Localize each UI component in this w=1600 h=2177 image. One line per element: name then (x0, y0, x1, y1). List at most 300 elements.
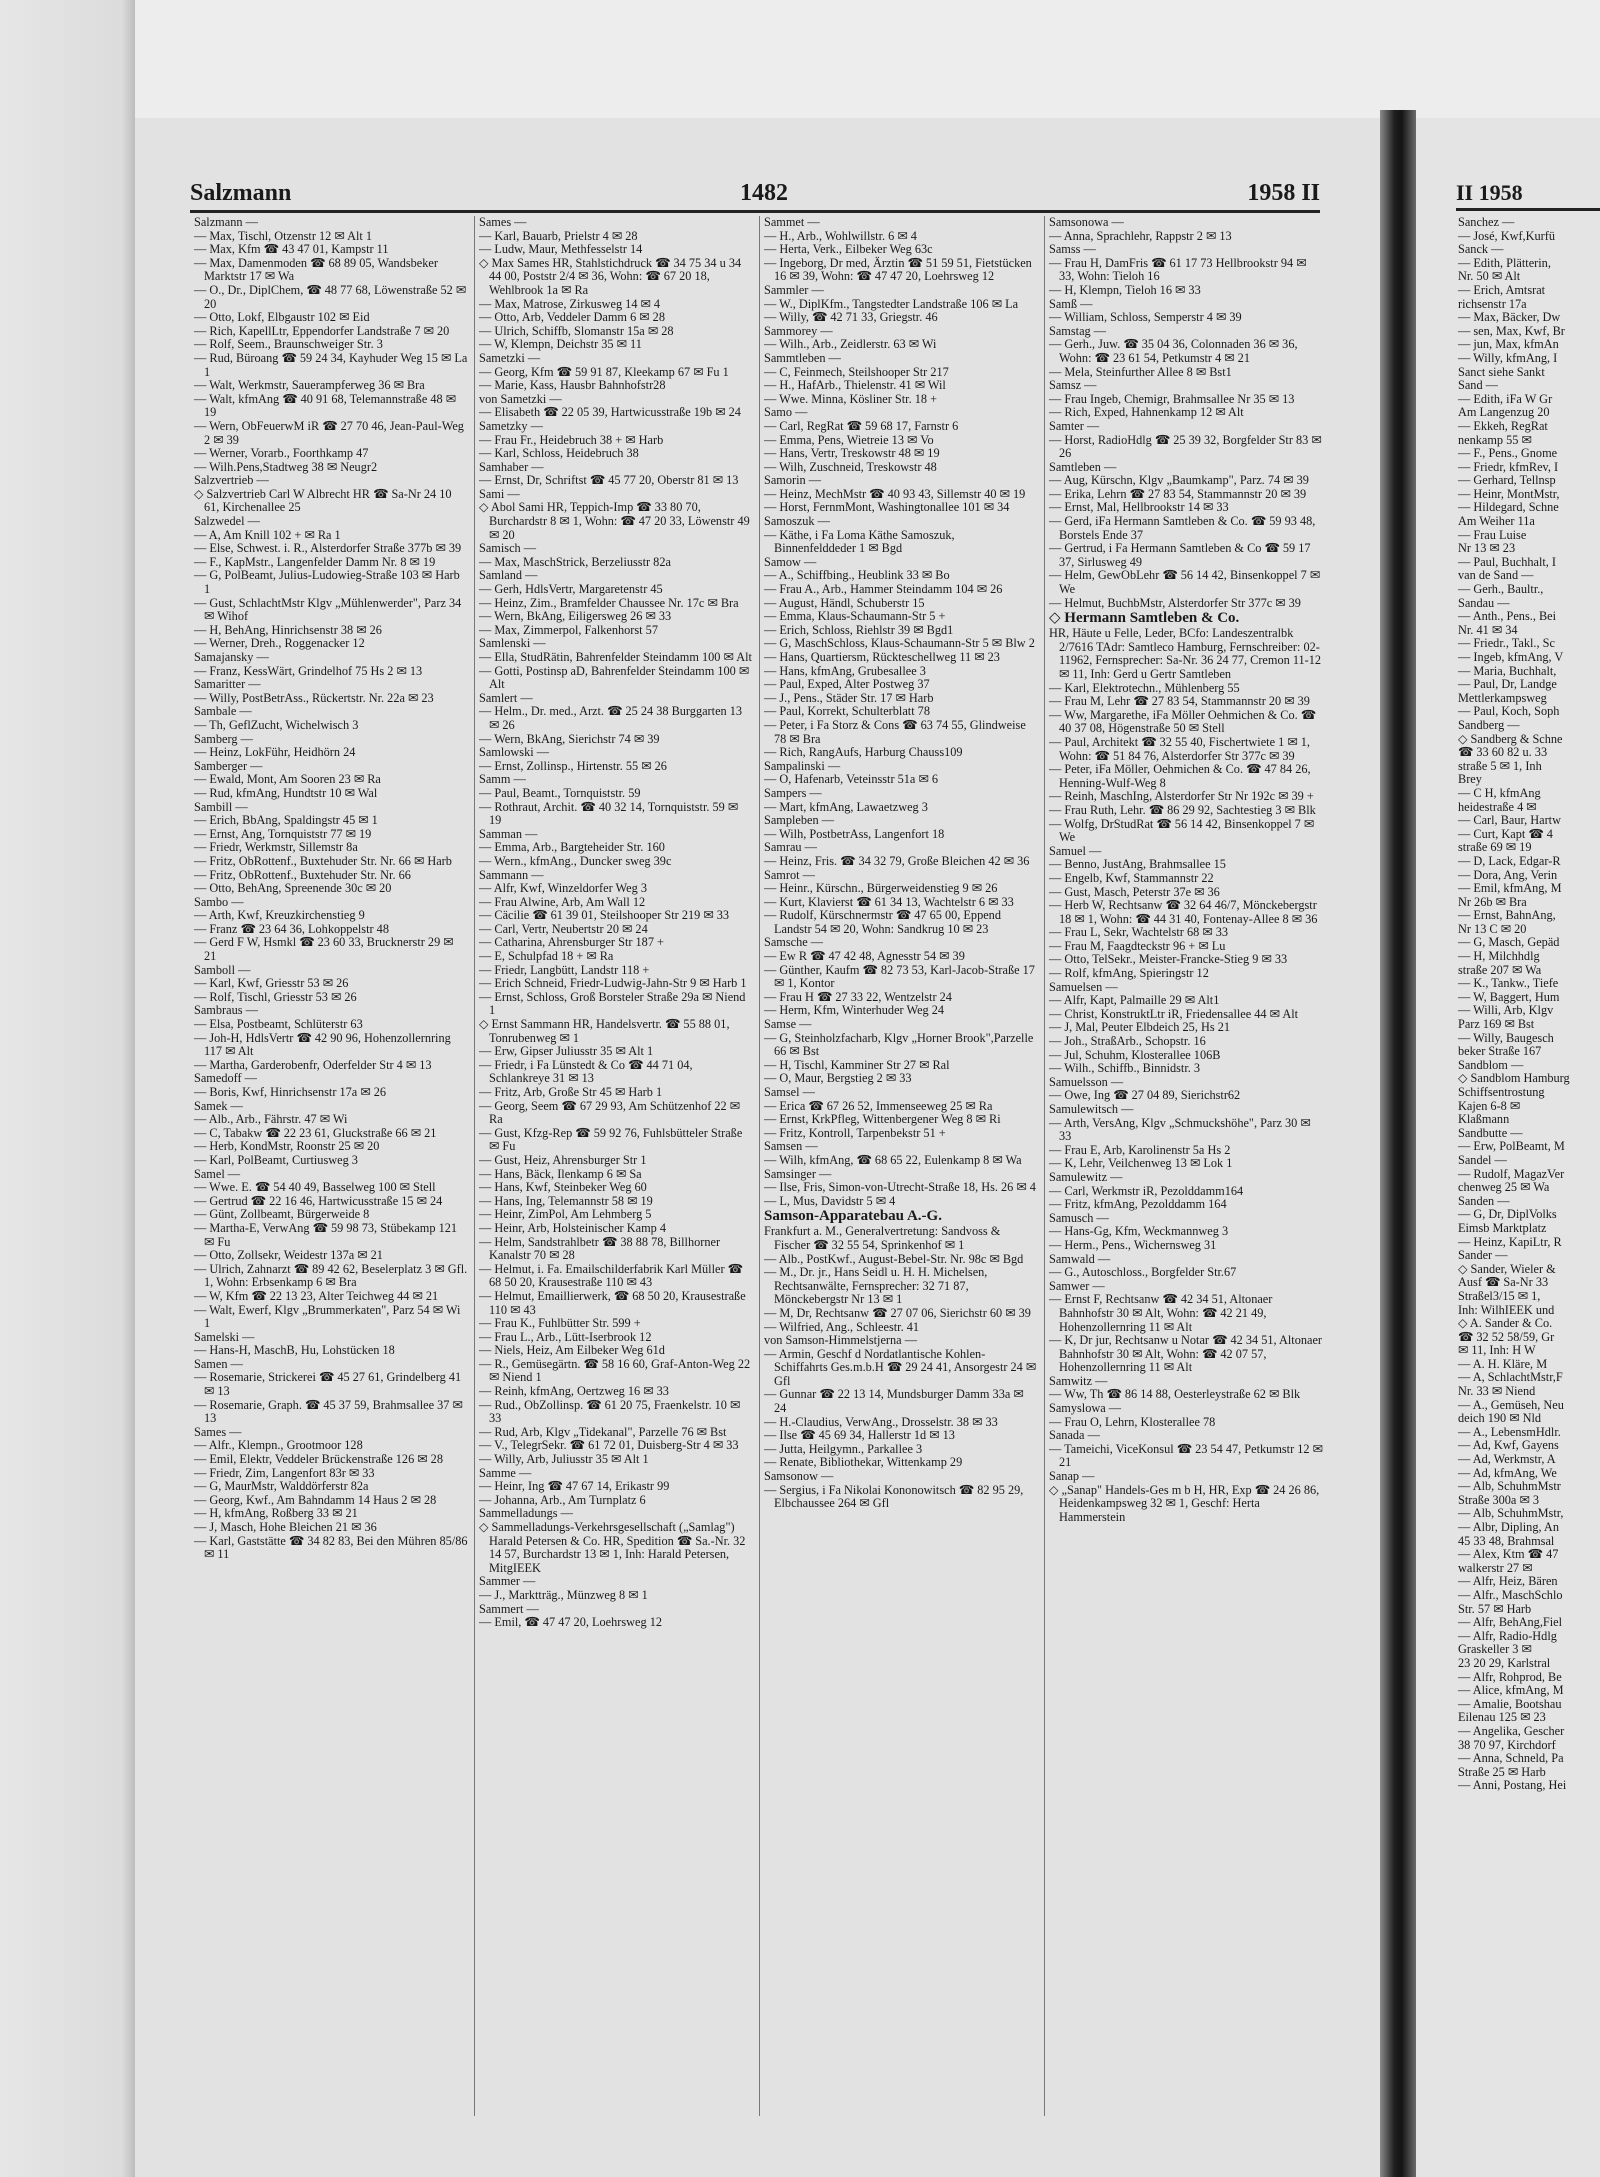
directory-entry: — Peter, iFa Möller, Oehmichen & Co. ☎ 47 84 26, Henning-Wulf-Weg 8 (1049, 762, 1311, 790)
next-page-entry: Nr. 50 ✉ Alt (1458, 269, 1521, 284)
directory-entry: — Anna, Sprachlehr, Rappstr 2 ✉ 13 (1049, 228, 1232, 243)
directory-entry: — Hans, Ing, Telemannstr 58 ✉ 19 (479, 1193, 653, 1208)
directory-entry: — M, Dr, Rechtsanw ☎ 27 07 06, Sierichstr 60 ✉ 39 (764, 1305, 1031, 1320)
directory-entry: — W, Kfm ☎ 22 13 23, Alter Teichweg 44 ✉ 21 (194, 1288, 439, 1303)
next-page-entry: — Ernst, BahnAng, (1458, 908, 1556, 923)
directory-entry: — G, PolBeamt, Julius-Ludowieg-Straße 103 ✉ Harb 1 (194, 568, 460, 597)
directory-entry: — Wern, BkAng, Sierichstr 74 ✉ 39 (479, 731, 660, 746)
directory-entry: — Owe, Ing ☎ 27 04 89, Sierichstr62 (1049, 1088, 1241, 1103)
directory-entry: — Werner, Vorarb., Foorthkamp 47 (194, 446, 369, 461)
directory-entry: — William, Schloss, Semperstr 4 ✉ 39 (1049, 310, 1242, 325)
directory-entry: — Karl, Gaststätte ☎ 34 82 83, Bei den Mühren 85/86 ✉ 11 (194, 1533, 468, 1562)
directory-entry: Salzwedel — (194, 514, 260, 529)
directory-entry: — G., Autoschloss., Borgfelder Str.67 (1049, 1265, 1237, 1280)
directory-entry: — Heinr., Kürschn., Bürgerweidenstieg 9 ✉ 26 (764, 881, 998, 896)
directory-entry: — Carl, Vertr, Neubertstr 20 ✉ 24 (479, 921, 648, 936)
directory-entry: Sambill — (194, 799, 248, 814)
directory-entry: — Frau Fr., Heidebruch 38 + ✉ Harb (479, 432, 664, 447)
directory-entry: — Frau L., Arb., Lütt-Iserbrook 12 (479, 1329, 652, 1344)
next-page-entry: — Hildegard, Schne (1458, 500, 1559, 515)
column-1 (190, 216, 475, 2116)
directory-entry: — Renate, Bibliothekar, Wittenkamp 29 (764, 1455, 963, 1470)
directory-entry: — Ernst, Schloss, Groß Borsteler Straße 29a ✉ Niend 1 (479, 989, 746, 1018)
directory-entry: — Hans-Gg, Kfm, Weckmannweg 3 (1049, 1224, 1229, 1239)
directory-entry: — Wilfried, Ang., Schleestr. 41 (764, 1319, 920, 1334)
directory-entry: — Horst, RadioHdlg ☎ 25 39 32, Borgfelder Str 83 ✉ 26 (1049, 432, 1322, 461)
next-page-entry: Sandel — (1458, 1152, 1507, 1167)
book-gutter (1380, 110, 1416, 2177)
next-page-entry: — A., LebensmHdlr. (1458, 1424, 1561, 1439)
directory-entry: — Jutta, Heilgymn., Parkallee 3 (764, 1441, 923, 1456)
next-page-entry: — Ad, Werkmstr, A (1458, 1452, 1556, 1467)
directory-entry: — Alb., Arb., Fährstr. 47 ✉ Wi (194, 1112, 348, 1127)
directory-entry: — Hans, Vertr, Treskowstr 48 ✉ 19 (764, 446, 940, 461)
next-page-entry: ◇ A. Sander & Co. (1458, 1316, 1553, 1331)
next-page-entry: — Anth., Pens., Bei (1458, 609, 1557, 624)
directory-entry: — Paul, Architekt ☎ 32 55 40, Fischertwiete 1 ✉ 1, Wohn: ☎ 51 84 76, Alsterdorfer Str 377c ✉ 39 (1049, 734, 1310, 763)
directory-entry: — Wilh.Pens,Stadtweg 38 ✉ Neugr2 (194, 459, 378, 474)
next-page-entry: — Dora, Ang, Verin (1458, 867, 1558, 882)
directory-entry: — Wern, ObFeuerwM iR ☎ 27 70 46, Jean-Paul-Weg 2 ✉ 39 (194, 418, 464, 447)
next-page-entry: 38 70 97, Kirchdorf (1458, 1737, 1556, 1752)
directory-entry: — Niels, Heiz, Am Eilbeker Weg 61d (479, 1343, 665, 1358)
directory-entry: — Werner, Dreh., Roggenacker 12 (194, 636, 365, 651)
directory-entry: Sampers — (764, 785, 822, 800)
next-page-entry: — Angelika, Gescher (1458, 1723, 1565, 1738)
directory-entry: — Else, Schwest. i. R., Alsterdorfer Straße 377b ✉ 39 (194, 541, 462, 556)
next-page-entry: — Gerhard, Tellnsp (1458, 473, 1556, 488)
directory-entry: — Heinr, Ing ☎ 47 67 14, Erikastr 99 (479, 1479, 670, 1494)
directory-entry: — Günther, Kaufm ☎ 82 73 53, Karl-Jacob-Straße 17 ✉ 1, Kontor (764, 962, 1035, 991)
directory-entry: — Fritz, kfmAng, Pezolddamm 164 (1049, 1197, 1227, 1212)
next-page-entry: — Alfr, Heiz, Bären (1458, 1574, 1558, 1589)
directory-entry: — Catharina, Ahrensburger Str 187 + (479, 935, 664, 950)
directory-entry: — Carl, Werkmstr iR, Pezolddamm164 (1049, 1183, 1244, 1198)
directory-entry: — Jul, Schuhm, Klosterallee 106B (1049, 1047, 1221, 1062)
directory-entry: — Walt, Ewerf, Klgv „Brummerkaten", Parz 54 ✉ Wi 1 (194, 1302, 461, 1331)
directory-entry: — Tameichi, ViceKonsul ☎ 23 54 47, Petkumstr 12 ✉ 21 (1049, 1441, 1323, 1470)
directory-entry: Samson-Apparatebau A.-G. (764, 1208, 942, 1225)
directory-entry: — Herta, Verk., Eilbeker Weg 63c (764, 242, 933, 257)
next-page-entry: — Heinz, KapiLtr, R (1458, 1234, 1562, 1249)
next-page-entry: — Ingeb, kfmAng, V (1458, 650, 1564, 664)
directory-entry: — Aug, Kürschn, Klgv „Baumkamp", Parz. 74 ✉ 39 (1049, 473, 1309, 488)
next-page-entry: — Albr, Dipling, An (1458, 1520, 1559, 1534)
next-page-entry: Parz 169 ✉ Bst (1458, 1017, 1535, 1032)
directory-entry: Samulewitz — (1049, 1169, 1123, 1184)
directory-entry: — Joh., StraßArb., Schopstr. 16 (1049, 1034, 1206, 1049)
directory-entry: — Erw, Gipser Juliusstr 35 ✉ Alt 1 (479, 1044, 654, 1059)
directory-entry: — Frau K., Fuhlbütter Str. 599 + (479, 1316, 641, 1331)
next-page-entry: straße 5 ✉ 1, Inh (1458, 758, 1542, 773)
next-page-entry: Am Langenzug 20 (1458, 405, 1550, 420)
directory-entry: ◇ Sammelladungs-Verkehrsgesellschaft („Samlag") Harald Petersen & Co. HR, Spedition ☎ Sa.-Nr. 32 14 57, Burchardstr 13 ✉ 1, Inh: Harald Petersen, MitgIEEK (479, 1520, 746, 1575)
next-page-entry: Sandau — (1458, 595, 1510, 610)
directory-entry: — Ilse ☎ 45 69 34, Hallerstr 1d ✉ 13 (764, 1428, 955, 1443)
directory-entry: — Ernst, Ang, Tornquiststr 77 ✉ 19 (194, 826, 372, 841)
directory-entry: ◇ Hermann Samtleben & Co. (1049, 610, 1240, 627)
directory-entry: — Alfr, Kwf, Winzeldorfer Weg 3 (479, 881, 647, 896)
directory-entry: — Erich, BbAng, Spaldingstr 45 ✉ 1 (194, 813, 378, 828)
directory-entry: — Th, GeflZucht, Wichelwisch 3 (194, 717, 359, 732)
next-page-entry: — Amalie, Bootshau (1458, 1696, 1562, 1711)
directory-entry: Samoszuk — (764, 514, 830, 529)
next-page-entry: walkerstr 27 ✉ (1458, 1560, 1533, 1575)
directory-entry: — J., Pens., Städer Str. 17 ✉ Harb (764, 690, 934, 705)
directory-entry: — F., KapMstr., Langenfelder Damm Nr. 8 ✉ 19 (194, 554, 436, 569)
directory-entry: — Erica ☎ 67 26 52, Immenseeweg 25 ✉ Ra (764, 1098, 993, 1113)
directory-entry: — Marie, Kass, Hausbr Bahnhofstr28 (479, 378, 666, 393)
next-page-entry: ◇ Sander, Wieler & (1458, 1261, 1556, 1276)
next-page-column (1458, 216, 1600, 1793)
directory-entry: Samsonow — (764, 1469, 834, 1484)
directory-entry: Sammler — (764, 282, 824, 297)
directory-entry: — Ella, StudRätin, Bahrenfelder Steindamm 100 ✉ Alt (479, 650, 752, 664)
next-page-entry: — A, SchlachtMstr,F (1458, 1370, 1563, 1385)
directory-entry: — Fritz, ObRottenf., Buxtehuder Str. Nr. 66 (194, 867, 411, 882)
next-page-entry: — Anni, Postang, Hei (1458, 1778, 1567, 1793)
directory-entry: Samstag — (1049, 323, 1107, 338)
next-page-entry: Sandbutte — (1458, 1125, 1523, 1140)
directory-entry: — G, MaschSchloss, Klaus-Schaumann-Str 5 ✉ Blw 2 (764, 636, 1035, 651)
directory-entry: Samaritter — (194, 677, 261, 692)
directory-entry: Samwer — (1049, 1278, 1105, 1293)
directory-entry: — Heinz, MechMstr ☎ 40 93 43, Sillemstr 40 ✉ 19 (764, 486, 1026, 501)
directory-entry: — Paul, Korrekt, Schulterblatt 78 (764, 704, 930, 719)
directory-entry: — Ernst, Zollinsp., Hirtenstr. 55 ✉ 26 (479, 758, 667, 773)
directory-entry: — Frau L, Sekr, Wachtelstr 68 ✉ 33 (1049, 925, 1229, 940)
next-page-entry: Schiffsentrostung (1458, 1085, 1545, 1099)
directory-entry: Sammet — (764, 216, 820, 229)
directory-entry: Samhaber — (479, 459, 544, 474)
next-page-entry: straße 69 ✉ 19 (1458, 840, 1532, 855)
directory-entry: — Horst, FernmMont, Washingtonallee 101 ✉ 34 (764, 500, 1010, 515)
directory-entry: Sammorey — (764, 323, 833, 338)
next-page-entry: — Anna, Schneld, Pa (1458, 1751, 1564, 1766)
next-page-entry: Sander — (1458, 1248, 1508, 1263)
next-page-entry: Nr. 33 ✉ Niend (1458, 1384, 1536, 1399)
next-page-entry: Brey (1458, 772, 1482, 787)
directory-entry: — Willy, PostBetrAss., Rückertstr. Nr. 22a ✉ 23 (194, 690, 434, 705)
directory-entry: — Ludw, Maur, Methfesselstr 14 (479, 242, 643, 257)
directory-entry: — H., Arb., Wohlwillstr. 6 ✉ 4 (764, 228, 917, 243)
directory-entry: — Heinz, Fris. ☎ 34 32 79, Große Bleichen 42 ✉ 36 (764, 853, 1030, 868)
directory-entry: — Frau E, Arb, Karolinenstr 5a Hs 2 (1049, 1142, 1231, 1157)
directory-entry: Samtleben — (1049, 459, 1117, 474)
next-page-entry: ☎ 33 60 82 u. 33 (1458, 745, 1548, 760)
directory-entry: — Friedr, i Fa Lünstedt & Co ☎ 44 71 04, Schlankreye 31 ✉ 13 (479, 1057, 693, 1086)
next-page-entry: richsenstr 17a (1458, 296, 1527, 311)
directory-entry: Sanap — (1049, 1469, 1095, 1484)
directory-entry: — Herm., Pens., Wichernsweg 31 (1049, 1237, 1217, 1252)
directory-entry: — Frau H, DamFris ☎ 61 17 73 Hellbrookstr 94 ✉ 33, Wohn: Tieloh 16 (1049, 255, 1307, 284)
directory-entry: — Walt, Werkmstr, Sauerampferweg 36 ✉ Bra (194, 378, 425, 393)
directory-entry: — Gust, Heiz, Ahrensburger Str 1 (479, 1152, 647, 1167)
directory-entry: Samedoff — (194, 1071, 257, 1086)
directory-entry: — Friedr, Langbütt, Landstr 118 + (479, 962, 650, 977)
next-page-entry: — Gerh., Baultr., (1458, 582, 1544, 597)
next-page-entry: Eilenau 125 ✉ 23 (1458, 1710, 1546, 1725)
directory-entry: Samsen — (764, 1139, 818, 1154)
directory-entry: Frankfurt a. M., Generalvertretung: Sandvoss & Fischer ☎ 32 55 54, Sprinkenhof ✉ 1 (764, 1224, 1001, 1252)
directory-entry: — Helmut, i. Fa. Emailschilderfabrik Karl Müller ☎ 68 50 20, Krausestraße 110 ✉ 43 (479, 1261, 743, 1290)
next-page-entry: Eimsb Marktplatz (1458, 1220, 1547, 1235)
next-page-entry: — A. H. Kläre, M (1458, 1356, 1548, 1371)
directory-entry: — Paul, Exped, Alter Postweg 37 (764, 677, 930, 692)
next-page-entry: — Rudolf, MagazVer (1458, 1166, 1565, 1181)
directory-entry: — Rolf, Tischl, Griesstr 53 ✉ 26 (194, 989, 357, 1004)
directory-entry: — Emil, Elektr, Veddeler Brückenstraße 126 ✉ 28 (194, 1452, 443, 1467)
directory-entry: Samme — (479, 1465, 532, 1480)
directory-entry: Samsinger — (764, 1166, 832, 1181)
directory-entry: — H.-Claudius, VerwAng., Drosselstr. 38 ✉ 33 (764, 1414, 998, 1429)
next-page-entry: chenweg 25 ✉ Wa (1458, 1180, 1550, 1195)
next-page-entry: — Alb, SchuhmMstr, (1458, 1506, 1564, 1521)
directory-entry: — Frau H ☎ 27 33 22, Wentzelstr 24 (764, 989, 952, 1004)
directory-entry: — Emil, ☎ 47 47 20, Loehrsweg 12 (479, 1615, 663, 1630)
next-page-entry: — sen, Max, Kwf, Br (1458, 323, 1565, 338)
directory-entry: — V., TelegrSekr. ☎ 61 72 01, Duisberg-Str 4 ✉ 33 (479, 1438, 739, 1453)
next-page-entry: — Friedr, kfmRev, I (1458, 459, 1559, 474)
directory-entry: — Arth, Kwf, Kreuzkirchenstieg 9 (194, 908, 365, 923)
directory-entry: Salzvertrieb — (194, 473, 269, 488)
directory-entry: Sanada — (1049, 1428, 1100, 1443)
next-page-entry: — Alfr., MaschSchlo (1458, 1587, 1563, 1602)
directory-entry: — Alfr., Klempn., Grootmoor 128 (194, 1438, 363, 1453)
directory-entry: — Cäcilie ☎ 61 39 01, Steilshooper Str 219 ✉ 33 (479, 908, 730, 923)
directory-entry: — Herb, KondMstr, Roonstr 25 ✉ 20 (194, 1139, 380, 1154)
next-page-entry: — José, Kwf,Kurfü (1458, 228, 1555, 243)
directory-entry: — Elsa, Postbeamt, Schlüterstr 63 (194, 1017, 363, 1032)
directory-entry: — August, Händl, Schuberstr 15 (764, 595, 925, 610)
directory-entry: ◇ Max Sames HR, Stahlstichdruck ☎ 34 75 34 u 34 44 00, Poststr 2/4 ✉ 36, Wohn: ☎ 67 20 18, Wehlbrook 1a ✉ Ra (479, 255, 742, 297)
directory-entry: Samel — (194, 1166, 241, 1181)
directory-columns (190, 216, 1330, 2116)
next-page-entry: — D, Lack, Edgar-R (1458, 853, 1561, 868)
next-page-entry: — Friedr., Takl., Sc (1458, 636, 1555, 651)
directory-entry: — Rothraut, Archit. ☎ 40 32 14, Tornquiststr. 59 ✉ 19 (479, 799, 739, 828)
directory-entry: — Rosemarie, Graph. ☎ 45 37 59, Brahmsallee 37 ✉ 13 (194, 1397, 463, 1426)
directory-entry: Samen — (194, 1356, 243, 1371)
directory-entry: — O, Maur, Bergstieg 2 ✉ 33 (764, 1071, 912, 1086)
next-page-entry: Inh: WilhIEEK und (1458, 1302, 1555, 1317)
next-page-entry: — Paul, Buchhalt, I (1458, 554, 1557, 569)
next-page-entry: — Edith, Plätterin, (1458, 255, 1551, 270)
directory-entry: — Heinz, LokFühr, Heidhörn 24 (194, 745, 356, 760)
directory-entry: — Wilh, PostbetrAss, Langenfort 18 (764, 826, 945, 841)
directory-entry: Sammtleben — (764, 350, 841, 365)
directory-entry: — Gotti, Postinsp aD, Bahrenfelder Steindamm 100 ✉ Alt (479, 663, 750, 692)
directory-entry: Salzmann — (194, 216, 258, 229)
directory-entry: — Helm, GewObLehr ☎ 56 14 42, Binsenkoppel 7 ✉ We (1049, 568, 1321, 597)
directory-entry: Samo — (764, 405, 808, 420)
directory-entry: — Reinh, kfmAng, Oertzweg 16 ✉ 33 (479, 1384, 669, 1399)
directory-entry: — Heinr, Arb, Holsteinischer Kamp 4 (479, 1220, 666, 1235)
directory-entry: — Benno, JustAng, Brahmsallee 15 (1049, 857, 1226, 872)
next-page-entry: 23 20 29, Karlstral (1458, 1655, 1551, 1670)
directory-entry: — Friedr, Zim, Langenfort 83r ✉ 33 (194, 1465, 375, 1480)
directory-entry: — Heinz, Zim., Bramfelder Chaussee Nr. 17c ✉ Bra (479, 595, 739, 610)
directory-entry: — Willy, ☎ 42 71 33, Griegstr. 46 (764, 310, 938, 325)
directory-entry: — Ingeborg, Dr med, Ärztin ☎ 51 59 51, Fietstücken 16 ✉ 39, Wohn: ☎ 47 47 20, Loehrsweg 12 (764, 255, 1032, 284)
directory-entry: Samsel — (764, 1085, 815, 1099)
directory-entry: — Karl, PolBeamt, Curtiusweg 3 (194, 1152, 358, 1167)
directory-entry: Sambale — (194, 704, 252, 719)
directory-entry: — Mela, Steinfurther Allee 8 ✉ Bst1 (1049, 364, 1232, 379)
directory-entry: — Hans, Bäck, Ilenkamp 6 ✉ Sa (479, 1166, 642, 1181)
directory-entry: — Otto, Zollsekr, Weidestr 137a ✉ 21 (194, 1248, 383, 1263)
directory-entry: — Ewald, Mont, Am Sooren 23 ✉ Ra (194, 772, 381, 787)
directory-entry: — Ernst F, Rechtsanw ☎ 42 34 51, Altonaer Bahnhofstr 30 ✉ Alt, Wohn: ☎ 42 21 49, Hohenzollernring 11 ✉ Alt (1049, 1292, 1273, 1334)
directory-entry: Samß — (1049, 296, 1093, 311)
directory-entry: — A, Am Knill 102 + ✉ Ra 1 (194, 527, 341, 542)
next-page-entry: — Ad, kfmAng, We (1458, 1465, 1557, 1480)
directory-entry: — Erich, Schloss, Riehlstr 39 ✉ Bgd1 (764, 622, 954, 637)
directory-entry: — H, BehAng, Hinrichsenstr 38 ✉ 26 (194, 622, 382, 637)
column-3 (760, 216, 1045, 2116)
directory-entry: — Frau M, Faagdteckstr 96 + ✉ Lu (1049, 938, 1226, 953)
directory-entry: — Franz ☎ 23 64 36, Lohkoppelstr 48 (194, 921, 389, 936)
directory-entry: von Sametzki — (479, 391, 562, 406)
directory-entry: — Ww, Margarethe, iFa Möller Oehmichen & Co. ☎ 40 37 08, Högenstraße 50 ✉ Stell (1049, 707, 1317, 736)
next-page-entry: heidestraße 4 ✉ (1458, 799, 1537, 814)
directory-entry: Sames — (479, 216, 527, 229)
next-page-entry: — Paul, Koch, Soph (1458, 704, 1560, 719)
directory-entry: Samwald — (1049, 1251, 1111, 1266)
directory-entry: — Rich, Exped, Hahnenkamp 12 ✉ Alt (1049, 405, 1244, 420)
directory-entry: — Hans-H, MaschB, Hu, Lohstücken 18 (194, 1343, 395, 1358)
directory-entry: — Rud, Arb, Klgv „Tidekanal", Parzelle 76 ✉ Bst (479, 1424, 727, 1439)
next-page-entry: Sandberg — (1458, 717, 1520, 732)
directory-entry: Samsonowa — (1049, 216, 1124, 229)
directory-entry: — Frau Ruth, Lehr. ☎ 86 29 92, Sachtestieg 3 ✉ Blk (1049, 802, 1316, 817)
directory-entry: — Johanna, Arb., Am Turnplatz 6 (479, 1492, 646, 1507)
next-page-entry: — Alfr, Radio-Hdlg (1458, 1628, 1557, 1643)
directory-entry: — Wilh., Schiffb., Binnidstr. 3 (1049, 1061, 1201, 1076)
directory-entry: Samlert — (479, 690, 533, 705)
directory-entry: — Rosemarie, Strickerei ☎ 45 27 61, Grindelberg 41 ✉ 13 (194, 1370, 462, 1399)
next-page-entry: — Alex, Ktm ☎ 47 (1458, 1547, 1559, 1562)
next-page-entry: — Max, Bäcker, Dw (1458, 310, 1561, 325)
directory-entry: — Joh-H, HdlsVertr ☎ 42 90 96, Hohenzollernring 117 ✉ Alt (194, 1030, 451, 1059)
directory-entry: — A., Schiffbing., Heublink 33 ✉ Bo (764, 568, 950, 583)
directory-entry: Samajansky — (194, 650, 269, 664)
directory-entry: — Rolf, Seem., Braunschweiger Str. 3 (194, 337, 383, 352)
directory-entry: Samulewitsch — (1049, 1102, 1134, 1116)
directory-entry: — Gertrud ☎ 22 16 46, Hartwicusstraße 15 ✉ 24 (194, 1193, 443, 1208)
directory-entry: — Wwe. E. ☎ 54 40 49, Basselweg 100 ✉ Stell (194, 1180, 436, 1195)
directory-entry: von Samson-Himmelstjerna — (764, 1333, 918, 1348)
directory-entry: — Otto, BehAng, Spreenende 30c ✉ 20 (194, 881, 392, 896)
directory-entry: — Max, Damenmoden ☎ 68 89 05, Wandsbeker Marktstr 17 ✉ Wa (194, 255, 438, 284)
directory-entry: — G, Steinholzfacharb, Klgv „Horner Brook",Parzelle 66 ✉ Bst (764, 1030, 1034, 1059)
directory-entry: — Erich Schneid, Friedr-Ludwig-Jahn-Str 9 ✉ Harb 1 (479, 976, 747, 991)
directory-entry: — H, Tischl, Kamminer Str 27 ✉ Ral (764, 1057, 950, 1072)
directory-entry: — L, Mus, Davidstr 5 ✉ 4 (764, 1193, 896, 1208)
header-year: 1958 II (1247, 180, 1320, 206)
directory-entry: — W, Klempn, Deichstr 35 ✉ 11 (479, 337, 642, 352)
directory-entry: — Wolfg, DrStudRat ☎ 56 14 42, Binsenkoppel 7 ✉ We (1049, 816, 1315, 845)
directory-entry: — Rich, KapellLtr, Eppendorfer Landstraße 7 ✉ 20 (194, 323, 450, 338)
directory-entry: — Wilh, Zuschneid, Treskowstr 48 (764, 459, 937, 474)
directory-entry: — Karl, Schloss, Heidebruch 38 (479, 446, 639, 461)
directory-entry: — H, Klempn, Tieloh 16 ✉ 33 (1049, 282, 1201, 297)
directory-entry: — Martha-E, VerwAng ☎ 59 98 73, Stübekamp 121 ✉ Fu (194, 1220, 458, 1249)
directory-entry: — W., DiplKfm., Tangstedter Landstraße 106 ✉ La (764, 296, 1019, 311)
directory-entry: Sametzky — (479, 418, 543, 433)
next-page-entry: — Ad, Kwf, Gayens (1458, 1438, 1559, 1453)
directory-entry: — Frau M, Lehr ☎ 27 83 54, Stammannstr 20 ✉ 39 (1049, 694, 1310, 709)
directory-entry: — Otto, Lokf, Elbgaustr 102 ✉ Eid (194, 310, 370, 325)
directory-entry: Samter — (1049, 418, 1100, 433)
header-name: Salzmann (190, 180, 292, 206)
next-page-entry: — Ekkeh, RegRat (1458, 418, 1548, 433)
directory-entry: — Kurt, Klavierst ☎ 61 34 13, Wachtelstr 6 ✉ 33 (764, 894, 1014, 909)
directory-entry: — Max, Tischl, Otzenstr 12 ✉ Alt 1 (194, 228, 373, 243)
next-page-entry: — Alb, SchuhmMstr (1458, 1479, 1561, 1494)
next-page-entry: Sanct siehe Sankt (1458, 364, 1545, 379)
directory-entry: — Otto, Arb, Veddeler Damm 6 ✉ 28 (479, 310, 665, 325)
next-page-entry: Mettlerkampsweg (1458, 690, 1547, 705)
next-page-entry: — Curt, Kapt ☎ 4 (1458, 826, 1553, 841)
next-page-entry: — Alice, kfmAng, M (1458, 1683, 1564, 1698)
directory-entry: — Arth, VersAng, Klgv „Schmuckshöhe", Parz 30 ✉ 33 (1049, 1115, 1311, 1144)
directory-entry: — Hans, kfmAng, Grubesallee 3 (764, 663, 926, 678)
directory-entry: ◇ Ernst Sammann HR, Handelsvertr. ☎ 55 88 01, Tonrubenweg ✉ 1 (479, 1017, 730, 1045)
next-page-entry: Str. 57 ✉ Harb (1458, 1601, 1532, 1616)
directory-entry: Samelski — (194, 1329, 255, 1344)
scan-margin (0, 0, 135, 2177)
next-page-entry: — H, Milchhdlg (1458, 949, 1540, 964)
directory-entry: — Friedr, Werkmstr, Sillemstr 8a (194, 840, 358, 855)
directory-entry: — C, Feinmech, Steilshooper Str 217 (764, 364, 949, 379)
directory-entry: — Heinr, ZimPol, Am Lehmberg 5 (479, 1207, 652, 1222)
next-page-entry: — Edith, iFa W Gr (1458, 391, 1553, 406)
directory-entry: — Paul, Beamt., Tornquiststr. 59 (479, 785, 641, 800)
directory-entry: Samland — (479, 568, 538, 583)
directory-entry: — Hans, Quartiersm, Rückteschellweg 11 ✉ 23 (764, 650, 1000, 664)
directory-entry: — Ernst, Mal, Hellbrookstr 14 ✉ 33 (1049, 500, 1229, 515)
directory-entry: Samm — (479, 772, 526, 787)
directory-entry: — Peter, i Fa Storz & Cons ☎ 63 74 55, Glindweise 78 ✉ Bra (764, 717, 1026, 746)
directory-entry: — J, Mal, Peuter Elbdeich 25, Hs 21 (1049, 1020, 1231, 1035)
directory-entry: — Ulrich, Zahnarzt ☎ 89 42 62, Beselerplatz 3 ✉ Gfl. 1, Wohn: Erbsenkamp 6 ✉ Bra (194, 1261, 468, 1290)
directory-entry: Samse — (764, 1017, 812, 1032)
directory-entry: — C, Tabakw ☎ 22 23 61, Gluckstraße 66 ✉ 21 (194, 1125, 437, 1140)
next-page-entry: Kajen 6-8 ✉ (1458, 1098, 1521, 1113)
page-number: 1482 (740, 180, 788, 206)
directory-entry: Samorin — (764, 473, 822, 488)
directory-entry: — Ilse, Fris, Simon-von-Utrecht-Straße 18, Hs. 26 ✉ 4 (764, 1180, 1036, 1195)
directory-entry: — Emma, Pens, Wietreie 13 ✉ Vo (764, 432, 934, 447)
next-page-entry: Nr 13 C ✉ 20 (1458, 921, 1527, 936)
directory-entry: — J, Masch, Hohe Bleichen 21 ✉ 36 (194, 1520, 377, 1534)
next-page-entry: — Emil, kfmAng, M (1458, 881, 1562, 896)
directory-entry: — Rud, kfmAng, Hundtstr 10 ✉ Wal (194, 785, 378, 800)
next-page-entry: Straßel3/15 ✉ 1, (1458, 1288, 1541, 1303)
directory-entry: Samisch — (479, 541, 537, 556)
directory-entry: — Max, Kfm ☎ 43 47 01, Kampstr 11 (194, 242, 389, 257)
directory-entry: Samow — (764, 554, 817, 569)
directory-entry: — Gust, Kfzg-Rep ☎ 59 92 76, Fuhlsbütteler Straße ✉ Fu (479, 1125, 743, 1154)
directory-entry: — Ernst, Dr, Schriftst ☎ 45 77 20, Oberstr 81 ✉ 13 (479, 473, 739, 488)
directory-entry: — Walt, kfmAng ☎ 40 91 68, Telemannstraße 48 ✉ 19 (194, 391, 457, 420)
directory-entry: — J., Marktträg., Münzweg 8 ✉ 1 (479, 1587, 648, 1602)
directory-entry: — Rud, Büroang ☎ 59 24 34, Kayhuder Weg 15 ✉ La 1 (194, 350, 468, 379)
directory-entry: — Günt, Zollbeamt, Bürgerweide 8 (194, 1207, 370, 1222)
page-header (190, 180, 1320, 220)
directory-entry: Samuelsen — (1049, 979, 1118, 994)
